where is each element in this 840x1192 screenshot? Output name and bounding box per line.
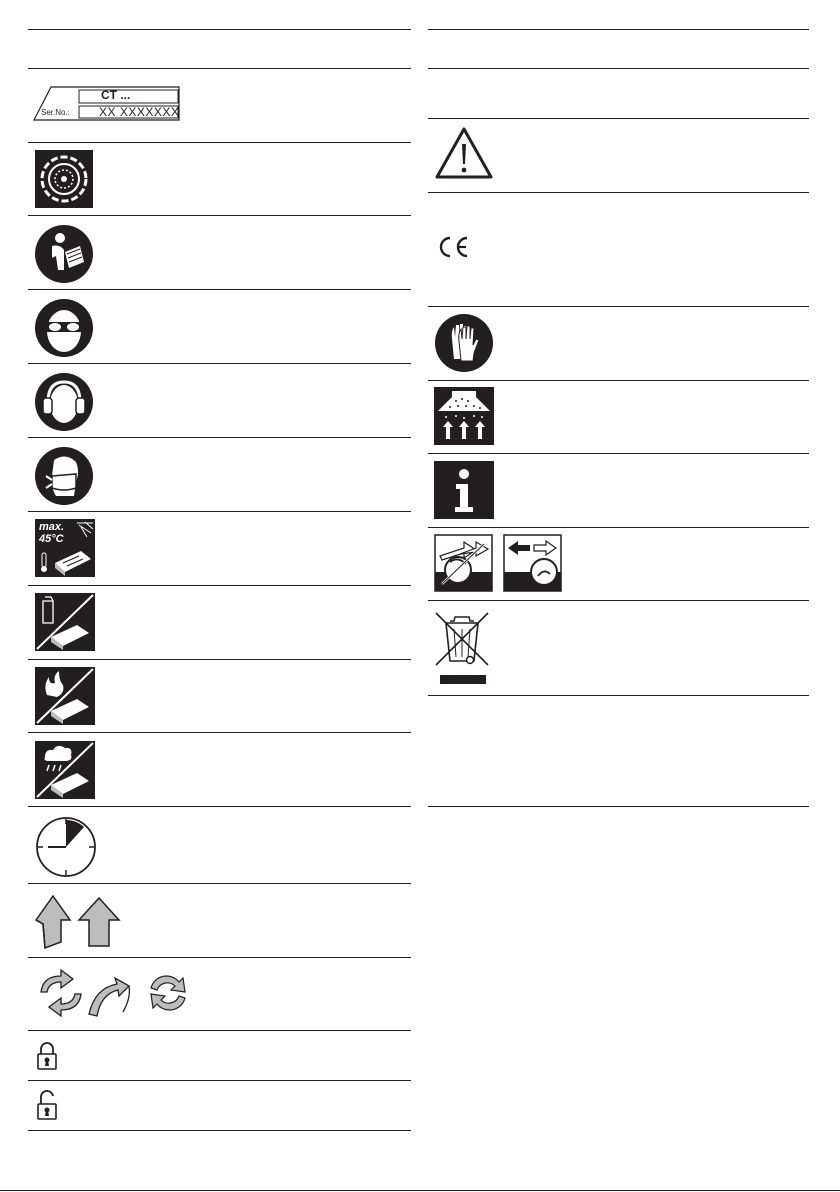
divider [28, 29, 411, 30]
divider [28, 883, 411, 884]
battery-no-water-icon [35, 593, 95, 651]
eye-protection-icon [34, 298, 94, 358]
divider [428, 527, 809, 528]
divider [428, 118, 809, 119]
max-label: max. [39, 521, 65, 533]
divider [28, 68, 411, 69]
divider [428, 68, 809, 69]
serial-value: XX XXXXXXX [99, 105, 180, 119]
divider [28, 957, 411, 958]
divider [28, 1130, 411, 1131]
divider [428, 806, 809, 807]
divider [28, 437, 411, 438]
battery-no-rain-icon [35, 741, 95, 799]
divider [28, 363, 411, 364]
divider [428, 29, 809, 30]
cutting-disc-icon [35, 150, 93, 208]
model-text: CT ... [101, 88, 131, 102]
divider [428, 600, 809, 601]
divider [28, 585, 411, 586]
lock-open-icon [36, 1088, 60, 1122]
divider [428, 192, 809, 193]
warning-triangle-icon [434, 126, 494, 182]
serial-label: Ser.No.: [41, 108, 70, 117]
lock-closed-icon [36, 1040, 58, 1072]
ce-mark-icon [436, 236, 470, 258]
divider [28, 1030, 411, 1031]
divider [428, 453, 809, 454]
gloves-icon [434, 313, 494, 373]
weee-bin-icon [432, 607, 492, 689]
cut-direction-icons [434, 534, 562, 592]
divider [28, 806, 411, 807]
dust-mask-icon [34, 446, 94, 506]
battery-no-fire-icon [35, 667, 95, 725]
clock-icon [34, 815, 98, 879]
page-bottom-rule [0, 1190, 840, 1191]
divider [428, 695, 809, 696]
info-icon [434, 461, 494, 519]
dust-extraction-icon [434, 387, 494, 445]
rotation-arrows-icons [33, 966, 193, 1020]
divider [28, 215, 411, 216]
divider [28, 732, 411, 733]
divider [28, 511, 411, 512]
divider [428, 380, 809, 381]
divider [28, 289, 411, 290]
read-manual-icon [34, 224, 94, 284]
divider [28, 1080, 411, 1081]
rating-plate [33, 86, 183, 122]
divider [428, 306, 809, 307]
hearing-protection-icon [34, 372, 94, 432]
temp-label: 45°C [39, 533, 64, 545]
arrow-up-icons [33, 892, 123, 950]
divider [28, 142, 411, 143]
battery-max-temp-icon [35, 519, 95, 577]
divider [28, 659, 411, 660]
